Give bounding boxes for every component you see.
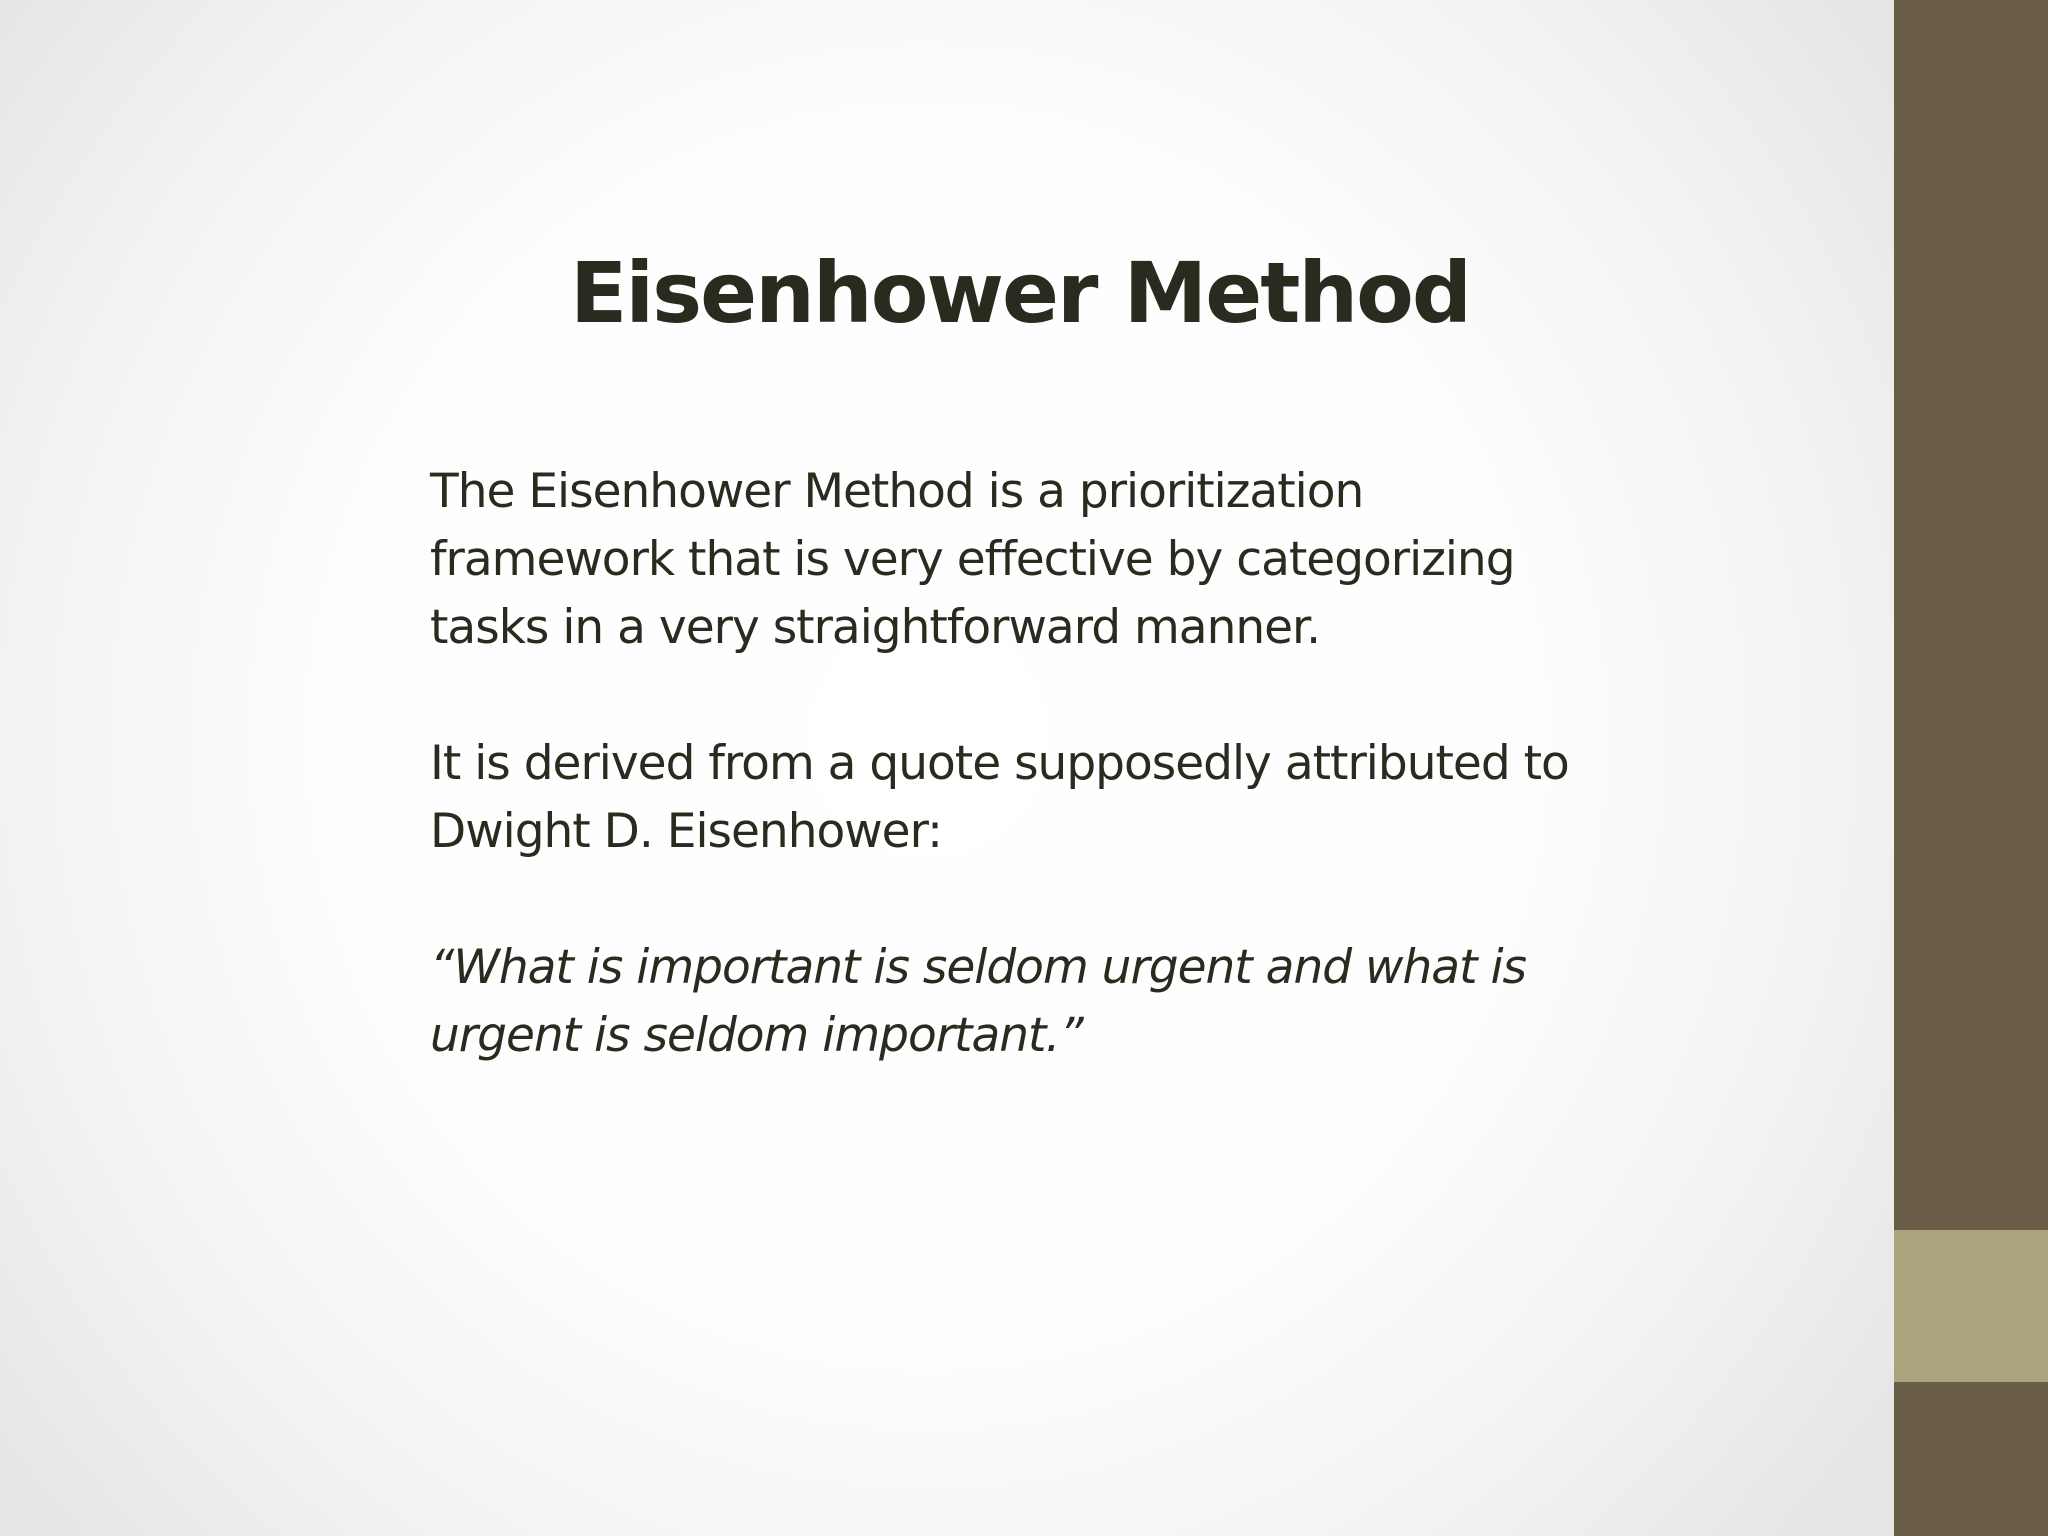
side-accent-decoration	[1894, 1230, 2048, 1382]
paragraph-origin: It is derived from a quote supposedly attributed to Dwight D. Eisenhower:	[430, 736, 1569, 859]
slide-body	[430, 458, 1570, 1070]
slide-title: Eisenhower Method	[569, 244, 1471, 342]
eisenhower-quote: “What is important is seldom urgent and what is urgent is seldom important.”	[430, 940, 1526, 1063]
paragraph-definition: The Eisenhower Method is a prioritization framework that is very effective by categorizing tasks in a very straightforward manner.	[430, 464, 1515, 655]
